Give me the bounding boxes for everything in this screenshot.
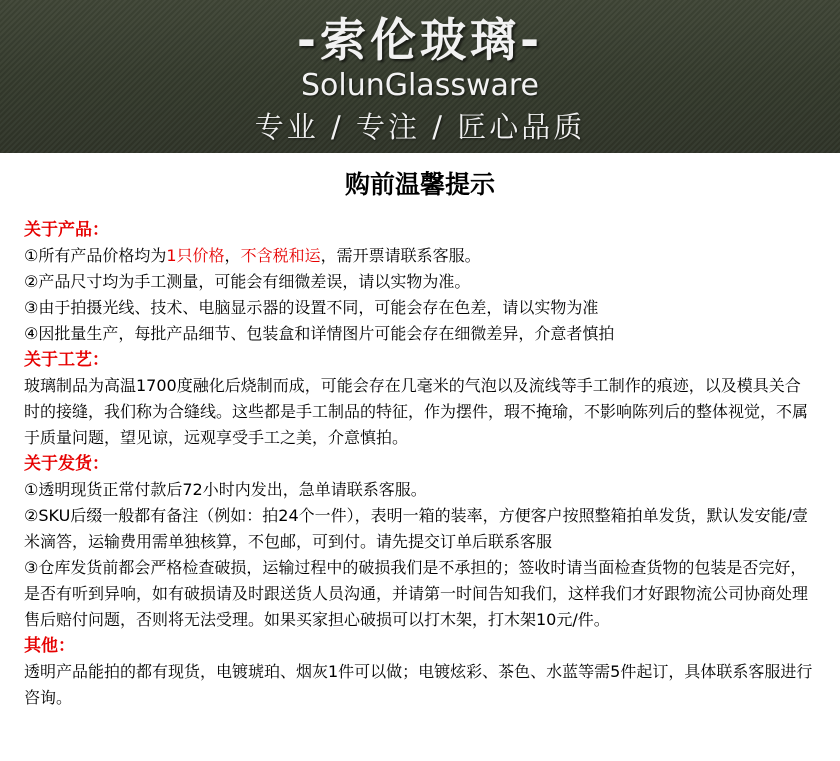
product-line-3: ③由于拍摄光线、技术、电脑显示器的设置不同，可能会存在色差，请以实物为准 <box>24 298 599 317</box>
brand-name-cn: -索伦玻璃- <box>296 13 544 67</box>
tax-shipping-highlight: 不含税和运 <box>240 246 321 265</box>
brand-slogan: 专业 / 专注 / 匠心品质 <box>254 110 586 144</box>
brand-banner <box>0 0 840 153</box>
product-line-1-sep: ， <box>224 246 241 265</box>
notice-content <box>0 153 840 711</box>
section-other <box>24 633 816 711</box>
shipping-line-1: ①透明现货正常付款后72小时内发出，急单请联系客服。 <box>24 480 427 499</box>
section-heading-other: 其他： <box>24 636 75 656</box>
craft-text: 玻璃制品为高温1700度融化后烧制而成，可能会存在几毫米的气泡以及流线等手工制作的痕迹，以及模具关合时的接缝，我们称为合缝线。这些都是手工制品的特征，作为摆件，瑕不掩瑜，不影响陈列后的整体视觉，不属于质量问题，望见谅，远观享受手工之美，介意慎拍。 <box>24 376 809 447</box>
other-text: 透明产品能拍的都有现货，电镀琥珀、烟灰1件可以做；电镀炫彩、茶色、水蓝等需5件起订，具体联系客服进行咨询。 <box>24 662 813 707</box>
section-shipping <box>24 451 816 633</box>
page-title: 购前温馨提示 <box>344 170 495 199</box>
product-line-1-tail: ，需开票请联系客服。 <box>320 246 481 265</box>
brand-name-en: SolunGlassware <box>300 68 540 103</box>
price-unit-highlight: 1只价格 <box>166 246 225 265</box>
section-heading-shipping: 关于发货： <box>24 454 109 474</box>
product-line-1 <box>24 243 816 269</box>
section-heading-product: 关于产品： <box>24 220 109 240</box>
section-heading-craft: 关于工艺： <box>24 350 109 370</box>
product-line-1-text: ①所有产品价格均为 <box>24 246 167 265</box>
shipping-line-2: ②SKU后缀一般都有备注（例如：拍24个一件），表明一箱的装率，方便客户按照整箱拍单发货，默认发安能/壹米滴答，运输费用需单独核算，不包邮，可到付。请先提交订单后联系客服 <box>24 506 809 551</box>
section-craft <box>24 347 816 451</box>
shipping-line-3: ③仓库发货前都会严格检查破损，运输过程中的破损我们是不承担的；签收时请当面检查货物的包装是否完好，是否有听到异响，如有破损请及时跟送货人员沟通，并请第一时间告知我们，这样我们才好跟物流公司协商处理售后赔付问题，否则将无法受理。如果买家担心破损可以打木架，打木架10元/件。 <box>24 558 809 629</box>
product-line-4: ④因批量生产，每批产品细节、包装盒和详情图片可能会存在细微差异，介意者慎拍 <box>24 324 615 343</box>
section-product <box>24 217 816 347</box>
product-line-2: ②产品尺寸均为手工测量，可能会有细微差误，请以实物为准。 <box>24 272 471 291</box>
